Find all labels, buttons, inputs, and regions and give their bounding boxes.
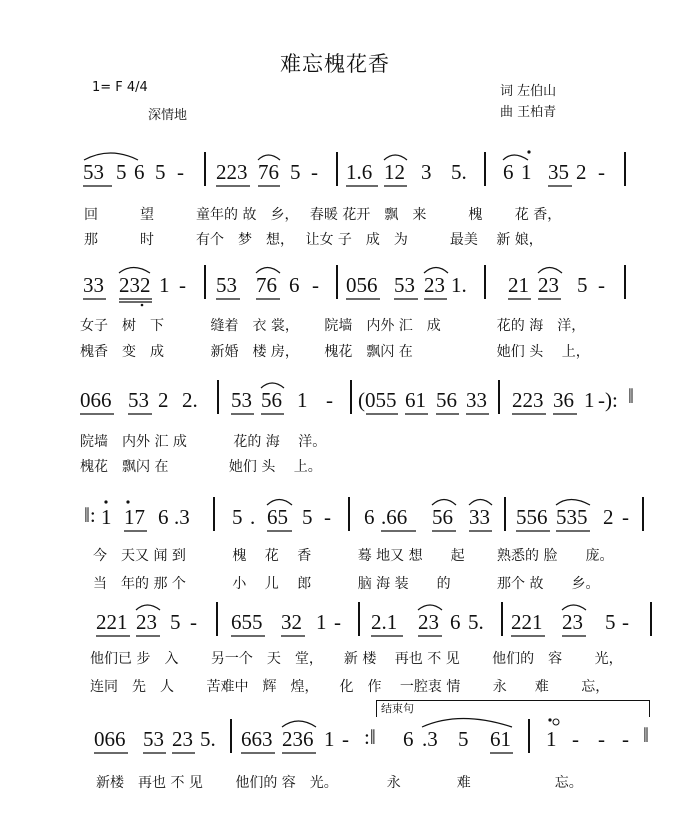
note: 2 [158,388,169,412]
note: 12 [384,160,405,184]
note: 35 [548,160,569,184]
repeat-start: ‖: [84,503,96,527]
note: 2 [603,505,614,529]
note: 56 [261,388,282,412]
note: 056 [346,273,378,297]
note: 2.1 [371,610,398,634]
note: 56 [432,505,453,529]
barline [230,719,232,753]
note: . [250,505,256,529]
note: 535 [556,505,588,529]
note: 5. [468,610,484,634]
note: 23 [418,610,439,634]
note: 6 [158,505,169,529]
key-time-signature: 1= F 4/4 [92,80,148,95]
dash: - [622,610,629,634]
note: 53 [83,160,104,184]
dash: - [334,610,341,634]
note: 223 [216,160,248,184]
note: 17 [124,505,145,529]
barline [213,497,215,531]
note: 232 [119,273,151,297]
note: 6 [403,727,414,751]
note: 1.6 [346,160,373,184]
dash: - [598,273,605,297]
note: 65 [267,505,288,529]
lyric-line: 槐香 变 成 新婚 楼 房， 槐花 飘闪 在 她们 头 上， [80,344,590,360]
note: 655 [231,610,263,634]
lyric-line: 今 天又 闻 到 槐 花 香 蓦 地又 想 起 熟悉的 脸 庞。 [93,548,614,564]
barline [217,380,219,414]
note: 21 [508,273,529,297]
note: .3 [174,505,190,529]
note: 1 [159,273,170,297]
note: 5 [605,610,616,634]
note: 6 [364,505,375,529]
note: 556 [516,505,548,529]
dash: - [324,505,331,529]
barline [528,719,530,753]
lyricist-credit: 词 左伯山 [500,84,557,99]
lyric-line: 新楼 再也 不 见 他们的 容 光。 永 难 忘。 [96,775,583,791]
note: 53 [231,388,252,412]
dash: - [311,160,318,184]
note: 23 [424,273,445,297]
score-system-2 [0,273,699,313]
lyric-line: 回 望 童年的 故 乡， 春暖 花开 飘 来 槐 花 香， [84,207,562,223]
note: 6 [134,160,145,184]
note: 236 [282,727,314,751]
score-system-1 [0,160,699,200]
note: 221 [96,610,128,634]
song-title: 难忘槐花香 [280,52,390,76]
barline [504,497,506,531]
note: 223 [512,388,544,412]
ending-label: 结束句 [381,702,414,715]
note: 23 [172,727,193,751]
note: 5. [451,160,467,184]
score-system-5 [0,610,699,650]
barline [350,380,352,414]
note: .66 [381,505,408,529]
expression-marking: 深情地 [148,108,188,123]
note: 76 [256,273,277,297]
dash: - [177,160,184,184]
dash: - [326,388,333,412]
dash: - [572,727,579,751]
composer-credit: 曲 王柏青 [500,105,557,120]
lyric-line: 女子 树 下 缝着 衣 裳， 院墙 内外 汇 成 花的 海 洋， [80,318,586,334]
note: (055 [358,388,397,412]
lyric-line: 当 年的 那 个 小 儿 郎 脑 海 装 的 那个 故 乡。 [93,576,600,592]
note: 53 [128,388,149,412]
lyric-line: 他们已 步 入 另一个 天 堂， 新 楼 再也 不 见 他们的 容 光， [90,651,623,667]
note: 61 [490,727,511,751]
note: 5 [155,160,166,184]
note: 5 [232,505,243,529]
barline [650,602,652,636]
note: 56 [436,388,457,412]
note: 1 [316,610,327,634]
lyric-line: 连同 先 人 苦难中 辉 煌， 化 作 一腔衷 情 永 难 忘， [90,679,610,695]
note: 6 [289,273,300,297]
note: 6 [450,610,461,634]
barline [498,380,500,414]
note: 1 [546,727,557,751]
note: 33 [83,273,104,297]
repeat-end: -): [598,388,618,412]
score-system-4 [0,505,699,545]
note: 2. [182,388,198,412]
dash: - [622,505,629,529]
final-barline: ‖ [643,723,649,747]
note: 1. [451,273,467,297]
note: 1 [521,160,532,184]
note: 066 [94,727,126,751]
dash: - [190,610,197,634]
lyric-line: 槐花 飘闪 在 她们 头 上。 [80,459,322,475]
score-system-6 [0,723,699,767]
dash: - [342,727,349,751]
lyric-line: 院墙 内外 汇 成 花的 海 洋。 [80,434,327,450]
note: 5 [170,610,181,634]
note: 2 [576,160,587,184]
note: 23 [562,610,583,634]
dash: - [598,160,605,184]
barline [624,265,626,299]
note: 61 [405,388,426,412]
dash: - [312,273,319,297]
ending-bracket [376,700,650,717]
barline [624,152,626,186]
note: 23 [538,273,559,297]
note: 1 [584,388,595,412]
barline [336,265,338,299]
note: 53 [394,273,415,297]
lyric-line: 那 时 有个 梦 想， 让女 子 成 为 最美 新 娘， [84,232,543,248]
note: 066 [80,388,112,412]
note: 663 [241,727,273,751]
note: 221 [511,610,543,634]
note: 5 [290,160,301,184]
barline [358,602,360,636]
barline [204,152,206,186]
barline [642,497,644,531]
note: 53 [143,727,164,751]
barline [348,497,350,531]
note: 33 [469,505,490,529]
dash: - [622,727,629,751]
barline [336,152,338,186]
note: 3 [421,160,432,184]
dash: - [598,727,605,751]
note: 5. [200,727,216,751]
dash: - [179,273,186,297]
note: 76 [258,160,279,184]
note: 1 [324,727,335,751]
note: .3 [422,727,438,751]
note: 6 [503,160,514,184]
note: 1 [297,388,308,412]
score-system-3 [0,384,699,428]
barline [484,265,486,299]
note: 32 [281,610,302,634]
barline [484,152,486,186]
barline [204,265,206,299]
note: 5 [577,273,588,297]
note: 5 [302,505,313,529]
note: 1 [101,505,112,529]
note: 5 [458,727,469,751]
repeat-end: :‖ [364,725,376,749]
barline [216,602,218,636]
note: 5 [116,160,127,184]
final-barline: ‖ [628,384,634,408]
note: 36 [553,388,574,412]
note: 23 [136,610,157,634]
note: 33 [466,388,487,412]
barline [501,602,503,636]
note: 53 [216,273,237,297]
